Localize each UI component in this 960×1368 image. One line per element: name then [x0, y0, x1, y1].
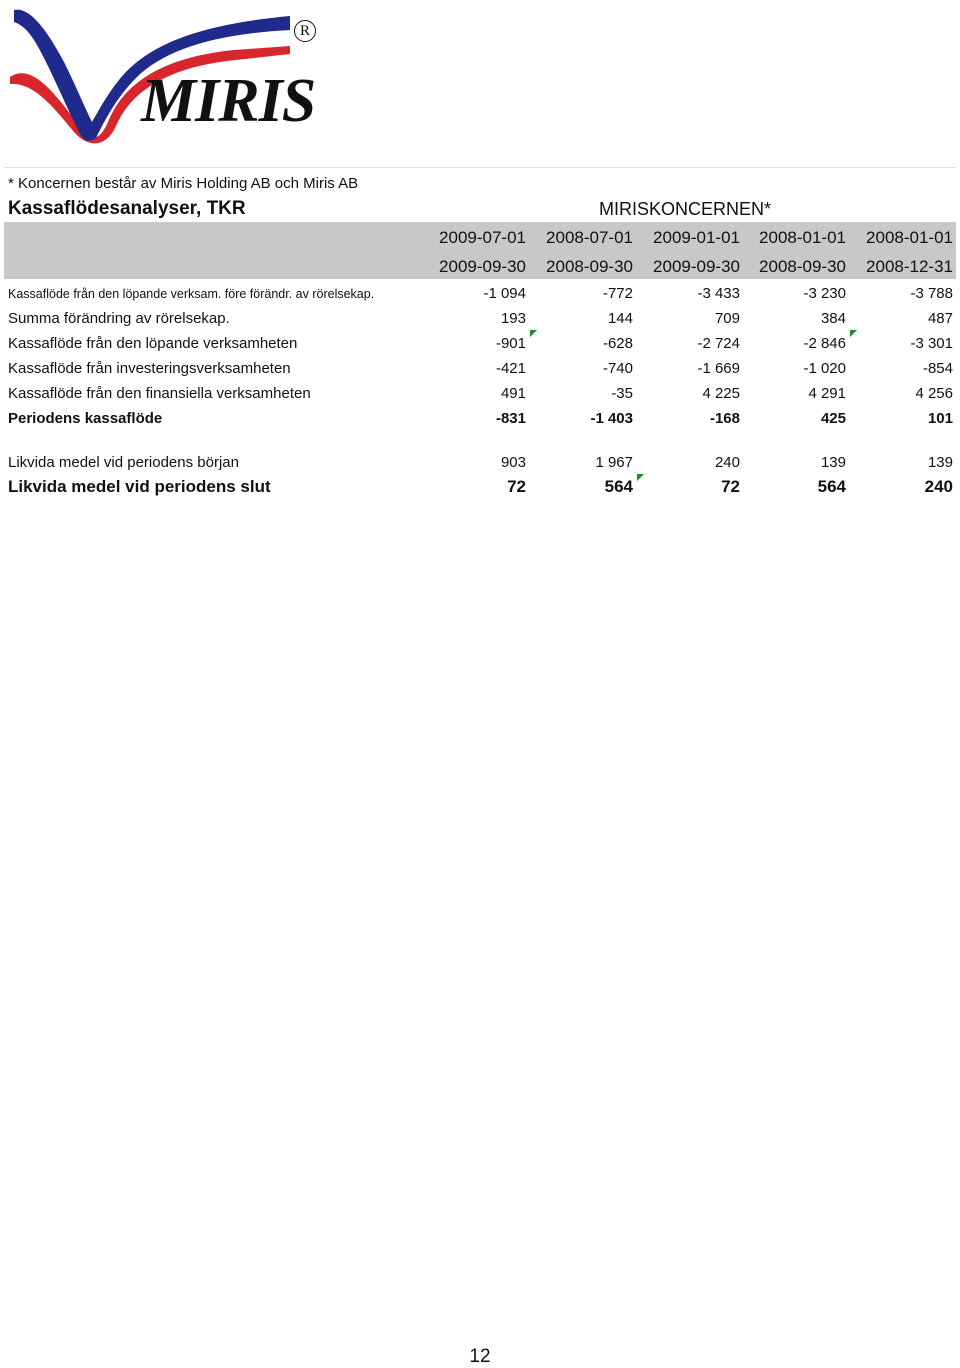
cell-value: 72 — [721, 477, 740, 496]
row-label: Likvida medel vid periodens början — [8, 454, 239, 471]
period-to: 2008-12-31 — [866, 257, 953, 276]
cell-value: -854 — [922, 360, 953, 377]
cell-value: -901 — [495, 335, 526, 352]
cell-value: 564 — [604, 477, 633, 496]
cell-value: 4 225 — [702, 385, 740, 402]
cell-value: -2 846 — [803, 335, 846, 352]
cell-value: -3 433 — [697, 285, 740, 302]
registered-mark-icon: R — [294, 20, 316, 42]
cell-value: -3 230 — [803, 285, 846, 302]
cell-value: -3 301 — [910, 335, 953, 352]
cell-value: -628 — [602, 335, 633, 352]
cell-value: 491 — [500, 385, 526, 402]
period-from: 2009-07-01 — [439, 228, 526, 247]
table-title: Kassaflödesanalyser, TKR — [8, 198, 246, 219]
period-from: 2009-01-01 — [653, 228, 740, 247]
period-to: 2008-09-30 — [546, 257, 633, 276]
sheet-divider — [4, 167, 956, 168]
cell-value: -1 669 — [697, 360, 740, 377]
period-from: 2008-01-01 — [866, 228, 953, 247]
comment-marker-icon — [530, 330, 537, 337]
period-to: 2009-09-30 — [653, 257, 740, 276]
comment-marker-icon — [637, 474, 644, 481]
cell-value: -1 094 — [483, 285, 526, 302]
cell-value: 144 — [607, 310, 633, 327]
period-to: 2008-09-30 — [759, 257, 846, 276]
cell-value: 139 — [820, 454, 846, 471]
miris-logo — [4, 2, 324, 144]
row-label: Periodens kassaflöde — [8, 410, 163, 427]
group-note: * Koncernen består av Miris Holding AB och Miris AB — [8, 175, 359, 192]
cell-value: -1 403 — [590, 410, 633, 427]
comment-marker-icon — [850, 330, 857, 337]
page-number: 12 — [469, 1346, 491, 1367]
logo-wordmark: MIRIS — [141, 67, 316, 135]
cell-value: 564 — [817, 477, 846, 496]
cell-value: -1 020 — [803, 360, 846, 377]
cell-value: -421 — [495, 360, 526, 377]
period-from: 2008-07-01 — [546, 228, 633, 247]
cell-value: 425 — [820, 410, 846, 427]
cell-value: -772 — [602, 285, 633, 302]
row-label: Summa förändring av rörelsekap. — [8, 310, 230, 327]
group-title: MIRISKONCERNEN* — [599, 199, 772, 219]
cell-value: 487 — [927, 310, 953, 327]
cell-value: 709 — [714, 310, 740, 327]
row-label: Kassaflöde från den löpande verksamheten — [8, 335, 298, 352]
row-label: Likvida medel vid periodens slut — [8, 477, 271, 496]
cell-value: 72 — [507, 477, 526, 496]
row-label: Kassaflöde från den löpande verksam. före förändr. av rörelsekap. — [8, 287, 375, 301]
row-label: Kassaflöde från investeringsverksamheten — [8, 360, 291, 377]
cell-value: -831 — [495, 410, 526, 427]
cell-value: 101 — [927, 410, 953, 427]
cell-value: -3 788 — [910, 285, 953, 302]
cell-value: 193 — [500, 310, 526, 327]
cell-value: 240 — [924, 477, 953, 496]
row-label: Kassaflöde från den finansiella verksamheten — [8, 385, 311, 402]
cell-value: 240 — [714, 454, 740, 471]
cell-value: 139 — [927, 454, 953, 471]
cell-value: 384 — [820, 310, 846, 327]
cell-value: -740 — [602, 360, 633, 377]
cell-value: -35 — [611, 385, 633, 402]
cell-value: 4 256 — [915, 385, 953, 402]
cell-value: 903 — [500, 454, 526, 471]
period-from: 2008-01-01 — [759, 228, 846, 247]
cell-value: -2 724 — [697, 335, 740, 352]
cell-value: 4 291 — [808, 385, 846, 402]
period-to: 2009-09-30 — [439, 257, 526, 276]
cell-value: 1 967 — [595, 454, 633, 471]
cell-value: -168 — [709, 410, 740, 427]
